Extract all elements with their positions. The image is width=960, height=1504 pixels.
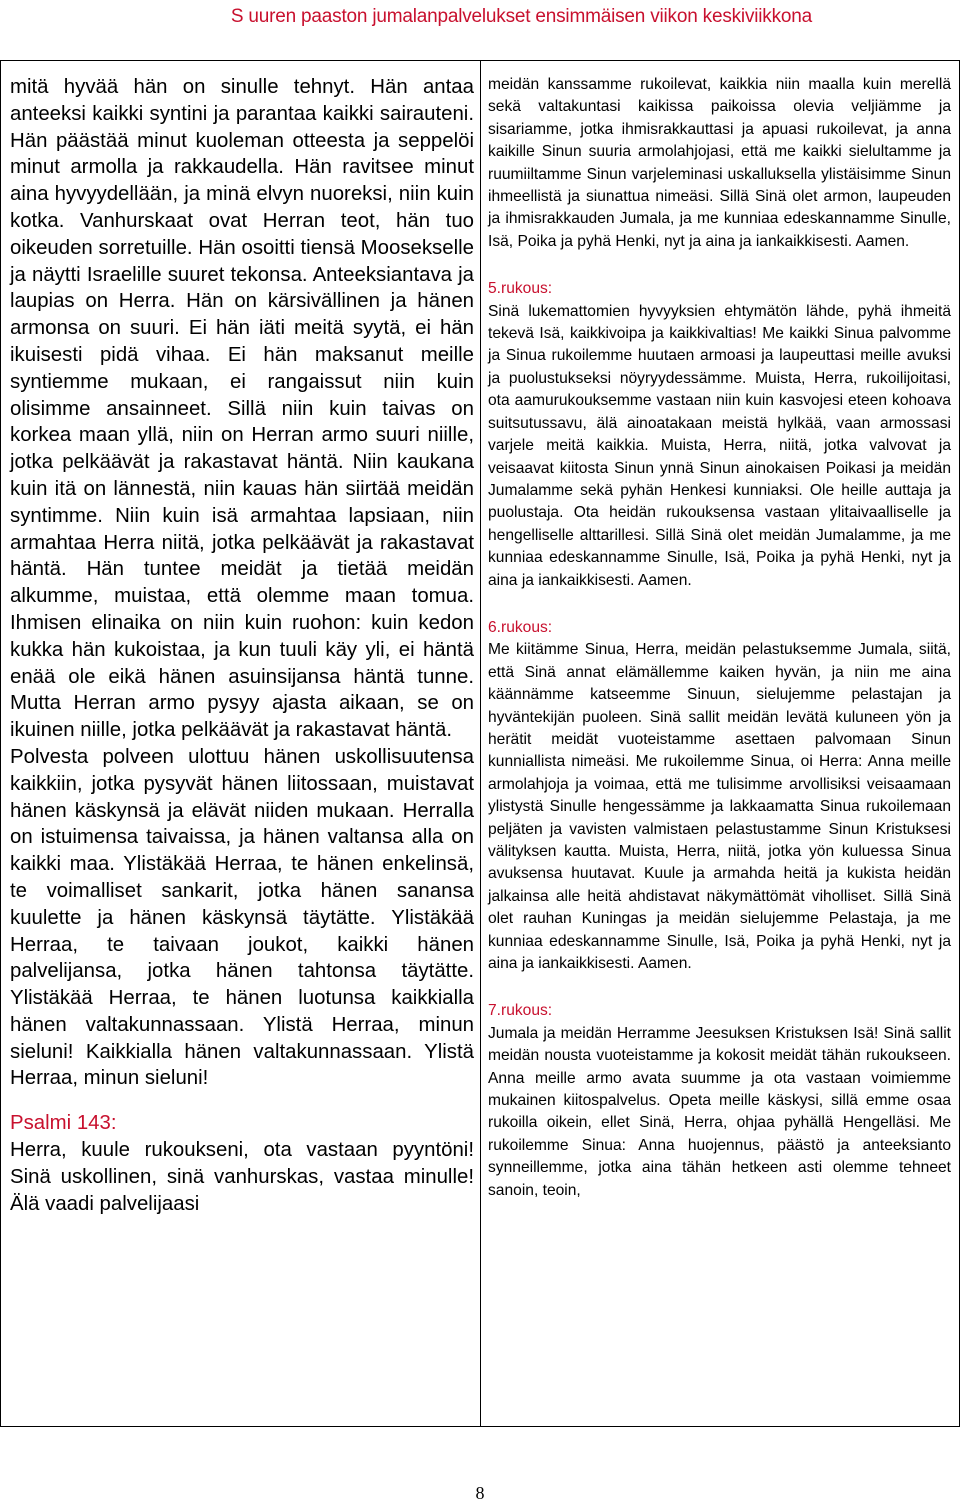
prayer-section: [488, 1000, 951, 1202]
page-number: 8: [475, 1483, 485, 1503]
prayer-text: Me kiitämme Sinua, Herra, meidän pelastuksemme Jumala, siitä, että Sinä annat elämällemme kaiken hyvän, ja niin me aina käännämme katseemme Sinuun, sielujemme pelastajan ja hyväntekijän puoleen. Sinä sallit meidän levätä kuluneen yön ja herätit meidät vuoteistamme asettaen palvomaan Sinun kunniallista nimeäsi. Me rukoilemme Sinua, oi Herra: Anna meille armolahjoja ja voimaa, että me tulisimme arvollisiksi veisaamaan ylistystä Sinulle hengessämme ja lakkaamatta Sinua rukoilemaan peljäten ja vavisten valmistaen pelastustamme Sinun Kristuksesi välityksen kautta. Muista, Herra, niitä, jotka yön kuluessa Sinua avuksensa huutavat. Kuule ja armahda heitä ja kukista heidän jalkainsa alle heitä ahdistavat näkymättömät viholliset. Sillä Sinä olet rauhan Kuningas ja meidän sielujemme Pelastaja, ja me kunniaa edeskannamme Sinulle, Isä, Poika ja pyhä Henki, nyt ja aina ja iankaikkisesti. Aamen.: [488, 641, 951, 973]
psalm-heading: Psalmi 143:: [10, 1112, 117, 1135]
prayer-heading: 7.rukous:: [488, 1002, 553, 1020]
psalm-text-paragraph: mitä hyvää hän on sinulle tehnyt. Hän antaa anteeksi kaikki syntini ja parantaa kaikki sairauteni. Hän päästää minut kuoleman otteesta ja seppelöi minut armolla ja rakkaudella. Hän ravitsee minut aina hyvyydellään, ja minä elvyn nuoreksi, niin kuin kotka. Vanhurskaat ovat Herran teot, hän tuo oikeuden sorretuille. Hän osoitti tiensä Moosekselle ja näytti Israelille suuret tekonsa. Anteeksiantava ja laupias on Herra. Hän on kärsivällinen ja hänen armonsa on suuri. Ei hän iäti meitä syytä, ei hän ikuisesti pidä vihaa. Ei hän maksanut meille syntiemme mukaan, ei rangaissut niin kuin olisimme ansainneet. Sillä niin kuin taivas on korkea maan yllä, niin on Herran armo suuri niille, jotka pelkäävät ja rakastavat häntä. Niin kaukana kuin itä on lännestä, niin kauas hän siirtää meidän syntimme. Niin kuin isä armahtaa lapsiaan, niin armahtaa Herra niitä, jotka pelkäävät ja rakastavat häntä. Hän tuntee meidät ja tietää meidän alkumme, muistaa, että olemme maan tomua. Ihmisen elinaika on niin kuin ruohon: kuin kedon kukka hän kukoistaa, ja kun tuuli käy yli, ei häntä enää ole eikä hänen asuinsijansa häntä tunne. Mutta Herran armo pysyy ajasta aikaan, se on ikuinen niille, jotka pelkäävät ja rakastavat häntä.: [10, 76, 474, 742]
two-column-body: [0, 64, 960, 1424]
prayer-section: [488, 278, 951, 592]
prayer-text: Jumala ja meidän Herramme Jeesuksen Kristuksen Isä! Sinä sallit meidän nousta vuoteistamme ja kokosit meidät tähän rukoukseen. Anna meille armo avata suumme ja ota vastaan voimiemme mukainen kiitospalvelus. Opeta meille käskysi, sillä emme osaa rukoilla oikein, ellet Sinä, Herra, ohjaa pyhällä Hengelläsi. Me rukoilemme Sinua: Anna huojennus, päästö ja anteeksianto synneillemme, jotka aina tähän hetkeen asti olemme tehneet sanoin, teoin,: [488, 1024, 951, 1199]
prayer-text: Sinä lukemattomien hyvyyksien ehtymätön lähde, pyhä ihmeitä tekevä Isä, kaikkivoipa ja kaikkivaltias! Me kaikki Sinua palvomme ja Sinua rukoilemme huutaen armoasi ja laupeuttasi meille avuksi ja puolustukseksi nöyryydessämme. Muista, Herra, rukoilijoitasi, ota aamurukouksemme vastaan niin kuin kasvojesi eteen kohoava suitsutussavu, älä ainoatakaan meistä hylkää, vaan armossasi varjele meitä kaikkia. Muista, Herra, niitä, jotka valvovat ja veisaavat kiitosta Sinun ynnä Sinun ainokaisen Poikasi ja meidän Jumalamme sekä pyhän Henkesi kunniaksi. Ole heille auttaja ja puolustaja. Ota heidän rukouksensa vastaan ylitaivaalliselle ja hengelliselle alttarillesi. Sillä Sinä olet meidän Jumalamme, ja me kunniaa edeskannamme Sinulle, Isä, Poika ja pyhä Henki, nyt ja aina ja iankaikkisesti. Aamen.: [488, 302, 951, 589]
left-column: [10, 74, 474, 1217]
psalm-text-paragraph: Polvesta polveen ulottuu hänen uskollisuutensa kaikkiin, jotka pysyvät hänen liitossaan, muistavat hänen käskynsä ja elävät niiden mukaan. Herralla on istuimensa taivaissa, ja hänen valtansa alla on kaikki maa. Ylistäkää Herraa, te hänen enkelinsä, te voimalliset sankarit, jotka hänen sanansa kuulette ja hänen käskynsä täytätte. Ylistäkää Herraa, te taivaan joukot, kaikki hänen palvelijansa, jotka hänen tahtonsa täytätte. Ylistäkää Herraa, te hänen luotunsa kaikkialla hänen valtakunnassaan. Ylistä Herraa, minun sieluni! Kaikkialla hänen valtakunnassaan. Ylistä Herraa, minun sieluni!: [10, 745, 474, 1090]
prayer-section: [488, 617, 951, 976]
prayer-heading: 5.rukous:: [488, 280, 553, 298]
psalm-text-paragraph: Herra, kuule rukoukseni, ota vastaan pyyntöni! Sinä uskollinen, sinä vanhurskas, vastaa minulle! Älä vaadi palvelijaasi: [10, 1139, 474, 1215]
prayer-heading: 6.rukous:: [488, 618, 553, 636]
running-header: S uuren paaston jumalanpalvelukset ensimmäisen viikon keskiviikkona: [230, 6, 812, 27]
prayer-continuation: meidän kanssamme rukoilevat, kaikkia niin maalla kuin merellä sekä valtakuntasi kaikissa paikoissa olevia veljiämme ja sisariamme, jotka ihmisrakkauttasi ja apuasi rukoilevat, ja anna kaikille Sinun suuria armolahjojasi, että me kaikki sielultamme ja ruumiiltamme Sinun varjeleminasi uskalluksella ylistäisimme Sinun ihmeellistä ja siunattua nimeäsi. Sillä Sinä olet armon, laupeuden ja ihmisrakkauden Jumala, ja me kunniaa edeskannamme Sinulle, Isä, Poika ja pyhä Henki, nyt ja aina ja iankaikkisesti. Aamen.: [488, 76, 951, 250]
right-column: [488, 74, 951, 1227]
